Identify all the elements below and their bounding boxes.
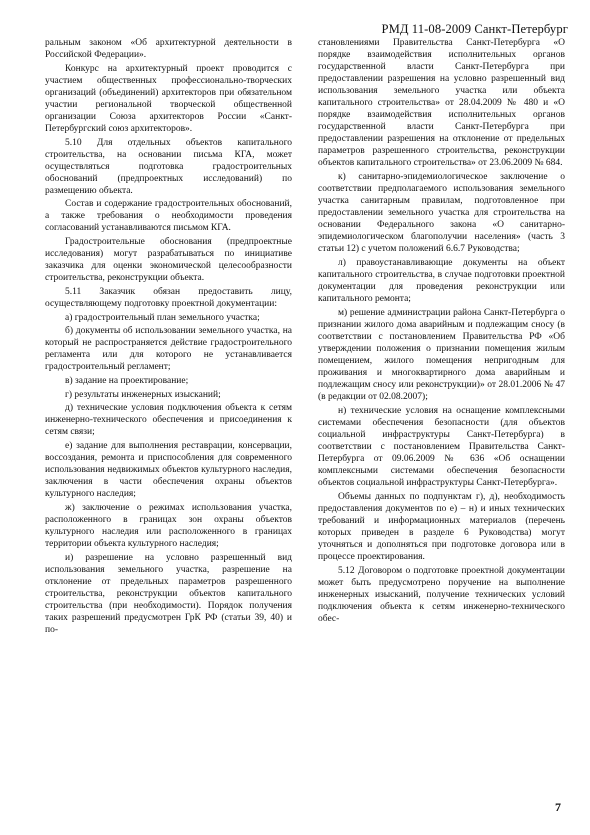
paragraph: 5.10 Для отдельных объектов капитального строительства, на основании письма КГА, может осуществляться подготовка градостроительных обоснований (предпроектных исследований) по размещению объекта. — [45, 137, 292, 196]
paragraph: Градостроительные обоснования (предпроектные исследования) могут разрабатываться по инициативе заказчика для оценки экономической целесообразности строительства, реконструкции объекта. — [45, 237, 292, 284]
paragraph: 5.12 Договором о подготовке проектной документации может быть предусмотрено поручение на выполнение инженерных изысканий, получение технических условий подключения объекта к сетям инженерно-технического обес- — [318, 565, 565, 624]
list-item: и) разрешение на условно разрешенный вид использования земельного участка, разрешение на отклонение от предельных параметров разрешенного строительства, реконструкции объектов капитального строительства (при необходимости). Порядок получения таких разрешений предусмотрен ГрК РФ (статьи 39, 40) и по- — [45, 552, 292, 635]
list-item: г) результаты инженерных изысканий; — [65, 389, 221, 400]
paragraph: Конкурс на архитектурный проект проводится с участием общественных профессионально-творческих организаций (объединений) архитекторов при обязательном участии региональной творческой общественной организации Союза архитекторов России «Санкт-Петербургский союз архитекторов». — [45, 63, 292, 134]
list-item: н) технические условия на оснащение комплексными системами обеспечения безопасности (для объектов социальной инфраструктуры Санкт-Петербурга) в соответствии с постановлением Правительства Санкт-Петербурга от 09.06.2009 № 636 «Об оснащении комплексными системами обеспечения безопасности объектов социальной инфраструктуры Санкт-Петербурга». — [318, 405, 565, 489]
list-item: ж) заключение о режимах использования участка, расположенного в границах зон охраны объектов культурного наследия или расположенного в границах территории объекта культурного наследия; — [45, 502, 292, 549]
paragraph: ральным законом «Об архитектурной деятельности в Российской Федерации». — [45, 38, 292, 61]
list-item: е) задание для выполнения реставрации, консервации, воссоздания, ремонта и приспособления для современного использования недвижимых объектов культурного наследия, заключения в части обеспечения охраны объектов культурного наследия; — [45, 441, 292, 500]
list-item: д) технические условия подключения объекта к сетям инженерно-технического обеспечения и присоединения к сетям связи; — [45, 403, 292, 438]
list-item: в) задание на проектирование; — [65, 376, 189, 387]
list-item: к) санитарно-эпидемиологическое заключение о соответствии предполагаемого использования земельного участка санитарным правилам, подготовленное при предоставлении земельного участка для строительства на основании Федерального закона «О санитарно-эпидемиологическом благополучии населения» (часть 3 статьи 12) с учетом положений 6.6.7 Руководства; — [318, 172, 565, 255]
paragraph: Состав и содержание градостроительных обоснований, а также требования о необходимости проведения согласований устанавливаются письмом КГА. — [45, 199, 292, 234]
paragraph: Объемы данных по подпунктам г), д), необходимость предоставления документов по е) – н) и иных технических требований и информационных материалов (перечень которых приведен в разделе 6 Руководства) могут уточняться и дополняться при подготовке договора или в процессе проектирования. — [318, 491, 565, 562]
page-number: 7 — [555, 800, 561, 814]
list-item: а) градостроительный план земельного участка; — [65, 312, 260, 323]
list-item: м) решение администрации района Санкт-Петербурга о признании жилого дома аварийным и подлежащим сносу (в соответствии с постановлением Правительства РФ «Об утверждении положения о признании помещения жилым помещением, жилого помещения непригодным для проживания и многоквартирного дома аварийным и подлежащим сносу или реконструкции)» от 28.01.2006 № 47 (в редакции от 02.08.2007); — [318, 307, 565, 403]
left-column — [45, 37, 292, 638]
list-item: б) документы об использовании земельного участка, на который не распространяется действие градостроительного регламента или для которого не устанавливается градостроительный регламент; — [45, 326, 292, 373]
list-item: л) правоустанавливающие документы на объект капитального строительства, в случае подготовки проектной документации для проведения реконструкции или капитального ремонта; — [318, 258, 565, 305]
right-column — [318, 37, 565, 626]
paragraph: становлениями Правительства Санкт-Петербурга «О порядке взаимодействия исполнительных органов государственной власти Санкт-Петербурга при предоставлении разрешения на условно разрешенный вид использования земельного участка или объекта капитального строительства» от 28.04.2009 № 480 и «О порядке взаимодействия исполнительных органов государственной власти Санкт-Петербурга при предоставлении разрешения на отклонение от предельных параметров разрешенного строительства, реконструкции объектов капитального строительства» от 23.06.2009 № 684. — [318, 38, 565, 169]
document-header: РМД 11-08-2009 Санкт-Петербург — [381, 22, 568, 36]
paragraph: 5.11 Заказчик обязан предоставить лицу, осуществляющему подготовку проектной документации: — [45, 286, 292, 309]
